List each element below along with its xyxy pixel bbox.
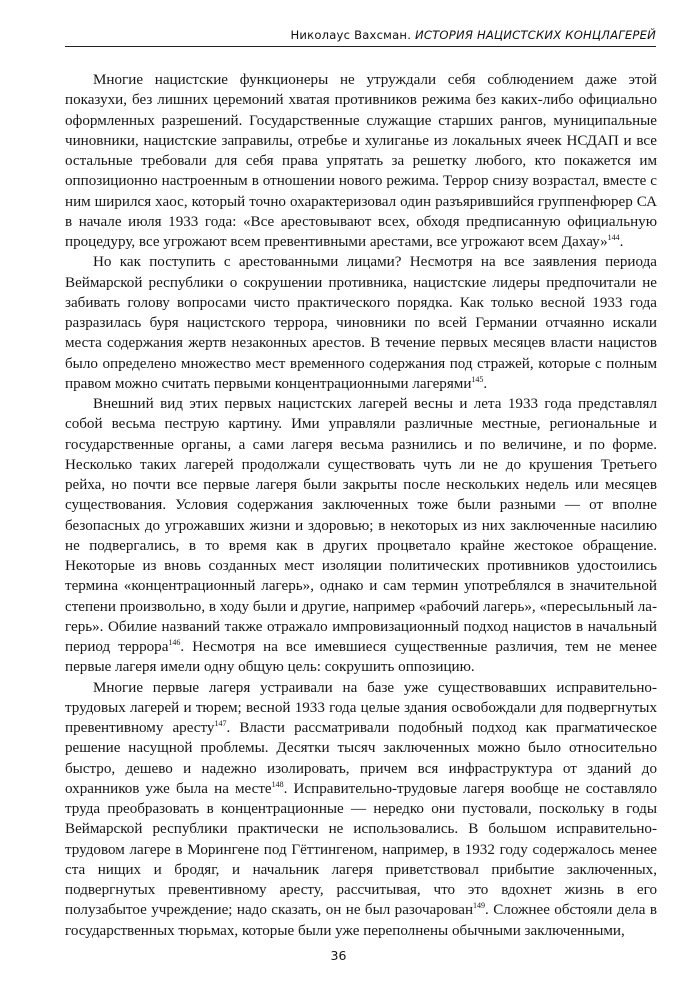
footnote-ref-144: 144 xyxy=(607,233,620,242)
running-head xyxy=(65,26,656,47)
footnote-ref-146: 146 xyxy=(168,638,181,647)
body-text xyxy=(65,70,657,941)
page-number: 36 xyxy=(330,948,347,963)
running-head-book-title: ИСТОРИЯ НАЦИСТСКИХ КОНЦЛАГЕРЕЙ xyxy=(414,28,656,42)
paragraph-2: Но как поступить с арестованными лицами? Несмотря на все заявления периода Веймарской республики о сокрушении противника, нацистские лидеры предпочитали не забивать голову вопросами чисто практического порядка. Как только весной 1933 года разразилась буря нацистского террора, чиновники по всей Германии отчаянно искали места содержания жертв незаконных арестов. В течение первых месяцев власти нацистов было определено множество мест временного содержания под стражей, которые с полным правом можно считать первыми концентрационными лагерями$^{145}$. xyxy=(65,254,657,392)
paragraph-4: Многие первые лагеря устраивали на базе уже существовавших исправительно-трудовых лагерей и тюрем; весной 1933 года целые здания освобождали для подвергнутых превентивному аресту$^{147}$. Власти рассматривали подобный подход как прагматическое решение насущной проблемы. Десятки тысяч заключенных можно было относительно быстро, дешево и надежно изолировать, причем вся инфраструктура от зданий до охранников уже была на месте$^{148}$. Исправительно-трудовые лагеря вообще не составляло труда преобразовать в концентрационные — нередко они пустовали, поскольку в годы Веймарской республики практически не использовались. В большом исправительно-трудовом лагере в Морингене под Гёттингеном, например, в 1932 году содержалось менее ста нищих и бродяг, и начальник лагеря приветствовал прибытие заключенных, подвергнутых превентивному аресту, рассчитывая, что это вдохнет жизнь в его полузабытое учреждение; надо сказать, он не был разочарован$^{149}$. Сложнее обстояли дела в государственных тюрьмах, которые были уже переполнены обычными заключенными, xyxy=(65,679,657,939)
footnote-ref-148: 148 xyxy=(271,779,284,789)
paragraph-3: Внешний вид этих первых нацистских лагерей весны и лета 1933 года представлял собой весьма пеструю картину. Ими управляли различные местные, региональные и государственные органы, а сами лагеря весьма разнились и по величине, и по форме. Несколько таких лагерей продолжали существовать чуть ли не до крушения Третьего рейха, но почти все первые лагеря были закрыты после нескольких недель или месяцев существования. Условия содержания заключенных тоже были разными — от вполне безопасных до угрожавших жизни и здоровью; в некоторых из них заключенные насилию не подвергались, в то время как в других процветало крайне жестокое обращение. Некоторые из вновь созданных мест изоляции политических противников удостоились термина «концентрационный лагерь», однако и сам термин употреблялся в значительной степени произвольно, в ходу были и другие, например «рабочий лагерь», «пересыльный лагерь». Обилие названий также отражало импровизационный подход нацистов в начальный период террора$^{146}$. Несмотря на все имевшиеся существенные различия, тем не менее первые лагеря имели одну общую цель: сокрушить оппозицию. xyxy=(65,396,657,676)
running-head-author: Николаус Вахсман. xyxy=(290,28,412,42)
footnote-ref-145: 145 xyxy=(471,374,484,384)
footnote-ref-149: 149 xyxy=(473,901,486,911)
paragraph-1: Многие нацистские функционеры не утруждали себя соблюдением даже этой показухи, без лишних церемоний хватая противников режима без каких-либо официально оформленных разрешений. Государственные служащие старших рангов, муниципальные чиновники, нацистские заправилы, отребье и хулиганье из локальных ячеек НСДАП и все остальные требовали для себя права упрятать за решетку любого, кто покажется им оппозиционно настроенным в отношении нового режима. Террор снизу возрастал, вместе с ним ширился хаос, который точно охарактеризовал один разъярившийся группенфюрер СА в начале июля 1933 года: «Все арестовывают всех, обходя предписанную официальную процедуру, все угрожают всем превентивными арестами, все угрожают всем Дахау»$^{144}$. xyxy=(65,72,657,250)
footnote-ref-147: 147 xyxy=(214,719,227,728)
